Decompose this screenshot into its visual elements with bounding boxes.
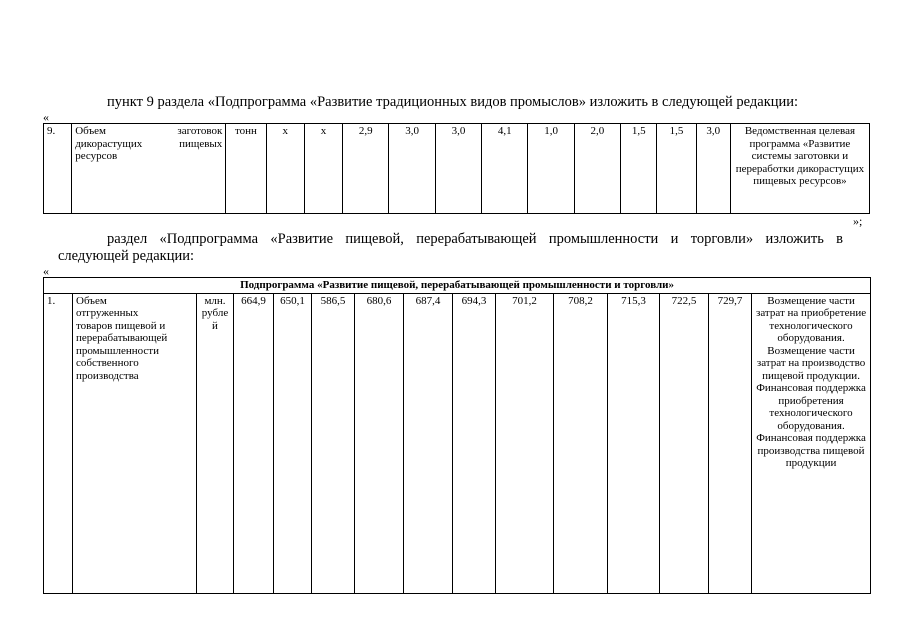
unit-cell: тонн bbox=[226, 124, 266, 214]
table-header-row bbox=[44, 278, 871, 294]
value-cell: 680,6 bbox=[355, 293, 404, 593]
name-word: Объем bbox=[75, 125, 107, 137]
open-quote-1: « bbox=[43, 110, 49, 124]
value-cell: 3,0 bbox=[435, 124, 481, 214]
intro-paragraph-2-line-2: следующей редакции: bbox=[58, 248, 195, 264]
table-traditional-crafts bbox=[43, 123, 870, 214]
note-cell: Ведомственная целевая программа «Развитие системы заготовки и переработки дикорастущих пищевых ресурсов» bbox=[730, 124, 869, 214]
subprogram-title: Подпрограмма «Развитие пищевой, перерабатывающей промышленности и торговли» bbox=[44, 278, 871, 294]
value-cell: 687,4 bbox=[404, 293, 453, 593]
value-cell: 1,5 bbox=[657, 124, 696, 214]
row-number: 9. bbox=[44, 124, 72, 214]
name-line: товаров пищевой и bbox=[76, 319, 166, 332]
value-cell: 586,5 bbox=[312, 293, 355, 593]
name-line: производства bbox=[76, 369, 139, 382]
intro-paragraph-1: пункт 9 раздела «Подпрограмма «Развитие традиционных видов промыслов» изложить в следующей редакции: bbox=[107, 94, 799, 110]
table-row bbox=[44, 124, 870, 214]
close-quote-1: »; bbox=[853, 214, 863, 228]
value-cell: 3,0 bbox=[389, 124, 435, 214]
intro-paragraph-2-line-1: раздел «Подпрограмма «Развитие пищевой, перерабатывающей промышленности и торговли» изложить в bbox=[107, 231, 843, 247]
value-cell: 1,5 bbox=[621, 124, 657, 214]
value-cell: 708,2 bbox=[554, 293, 608, 593]
unit-cell bbox=[197, 293, 234, 593]
open-quote-2: « bbox=[43, 264, 49, 278]
unit-line: рубле bbox=[201, 307, 229, 319]
value-cell: 729,7 bbox=[709, 293, 752, 593]
name-word: заготовок bbox=[177, 125, 223, 137]
name-line: перерабатывающей bbox=[76, 332, 168, 344]
name-word: дикорастущих bbox=[75, 137, 143, 150]
name-line: собственного bbox=[76, 357, 139, 369]
unit-line: й bbox=[212, 319, 218, 332]
value-cell: 2,9 bbox=[343, 124, 389, 214]
indicator-name bbox=[72, 124, 226, 214]
table-food-industry bbox=[43, 277, 871, 594]
value-cell: х bbox=[304, 124, 342, 214]
value-cell: 664,9 bbox=[234, 293, 274, 593]
row-number: 1. bbox=[44, 293, 73, 593]
table-row bbox=[44, 293, 871, 593]
value-cell: 1,0 bbox=[528, 124, 574, 214]
note-cell: Возмещение части затрат на приобретение технологического оборудования. Возмещение части затрат на производство пищевой продукции. Финансовая поддержка приобретения технологического оборудования. Финансовая поддержка производства пищевой продукции bbox=[752, 293, 871, 593]
unit-line: млн. bbox=[204, 294, 226, 307]
name-line: промышленности bbox=[76, 344, 159, 357]
value-cell: 701,2 bbox=[496, 293, 554, 593]
name-line: Объем bbox=[76, 294, 107, 307]
value-cell: 694,3 bbox=[453, 293, 496, 593]
name-word: ресурсов bbox=[75, 150, 118, 162]
value-cell: 650,1 bbox=[274, 293, 312, 593]
value-cell: 2,0 bbox=[574, 124, 620, 214]
value-cell: 4,1 bbox=[482, 124, 528, 214]
name-line: отгруженных bbox=[76, 307, 139, 319]
value-cell: 3,0 bbox=[696, 124, 730, 214]
value-cell: 722,5 bbox=[660, 293, 709, 593]
indicator-name bbox=[73, 293, 197, 593]
value-cell: 715,3 bbox=[608, 293, 660, 593]
value-cell: х bbox=[266, 124, 304, 214]
name-word: пищевых bbox=[179, 137, 223, 150]
